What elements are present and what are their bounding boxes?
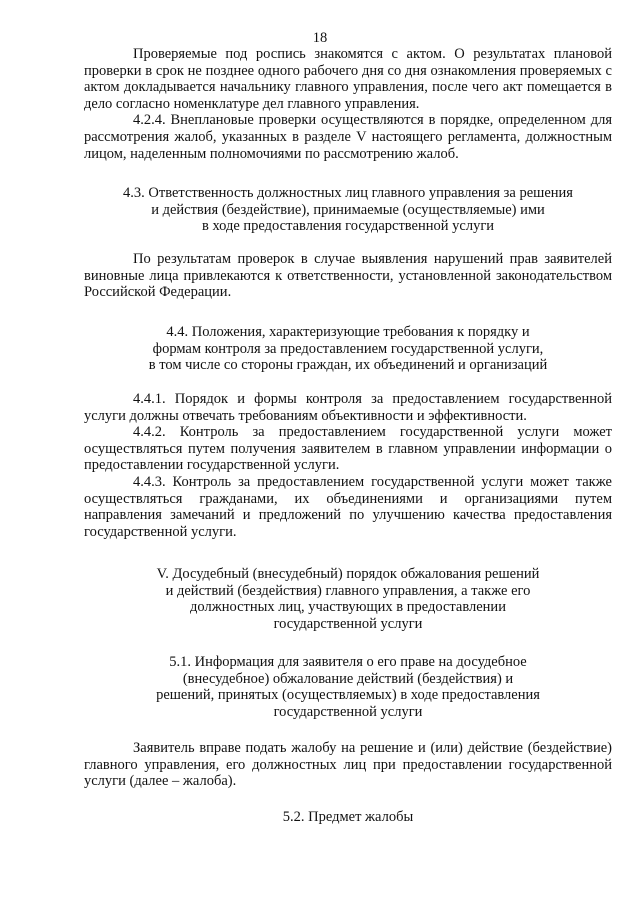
paragraph-4-4-3: 4.4.3. Контроль за предоставлением государственной услуги может также осуществляться гражданами, их объединениями и организациями путем направления замечаний и предложений по улучшению качества предоставления государственной услуги. bbox=[84, 473, 612, 540]
heading-line: и действий (бездействия) главного управления, а также его bbox=[165, 582, 531, 599]
heading-line: V. Досудебный (внесудебный) порядок обжалования решений bbox=[156, 566, 540, 582]
heading-line: в том числе со стороны граждан, их объединений и организаций bbox=[148, 357, 548, 374]
text-block-4-3 bbox=[84, 251, 612, 301]
text-block-4-4 bbox=[84, 391, 612, 540]
heading-line: государственной услуги bbox=[273, 615, 423, 632]
heading-line: 4.3. Ответственность должностных лиц главного управления за решения bbox=[123, 185, 573, 201]
paragraph-4-2-4: 4.2.4. Внеплановые проверки осуществляются в порядке, определенном для рассмотрения жалоб, указанных в разделе V настоящего регламента, должностным лицом, наделенным полномочиями по рассмотрению жалоб. bbox=[84, 112, 612, 162]
paragraph-act-acquaintance: Проверяемые под роспись знакомятся с актом. О результатах плановой проверки в срок не позднее одного рабочего дня со дня ознакомления проверяемых с актом докладывается начальнику главного управления, после чего акт помещается в дело согласно номенклатуре дел главного управления. bbox=[84, 46, 612, 112]
heading-4-3 bbox=[84, 185, 612, 235]
heading-line: в ходе предоставления государственной услуги bbox=[201, 218, 495, 235]
heading-line: и действия (бездействие), принимаемые (осуществляемые) ими bbox=[151, 201, 545, 218]
heading-line: 5.1. Информация для заявителя о его праве на досудебное bbox=[169, 654, 527, 670]
heading-line: (внесудебное) обжалование действий (бездействия) и bbox=[182, 670, 514, 687]
text-block-4-2 bbox=[84, 46, 612, 162]
heading-section-v bbox=[84, 566, 612, 632]
heading-line: должностных лиц, участвующих в предоставлении bbox=[190, 599, 506, 616]
heading-5-2: 5.2. Предмет жалобы bbox=[282, 809, 414, 825]
page-number: 18 bbox=[312, 30, 328, 46]
heading-line: решений, принятых (осуществляемых) в ходе предоставления bbox=[156, 687, 540, 704]
text-block-5-1 bbox=[84, 740, 612, 790]
heading-4-4 bbox=[84, 324, 612, 374]
heading-line: формам контроля за предоставлением государственной услуги, bbox=[152, 340, 544, 357]
paragraph-responsibility: По результатам проверок в случае выявления нарушений прав заявителей виновные лица привлекаются к ответственности, установленной законодательством Российской Федерации. bbox=[84, 251, 612, 301]
heading-5-1 bbox=[84, 654, 612, 720]
heading-line: государственной услуги bbox=[273, 703, 423, 720]
paragraph-complaint-right: Заявитель вправе подать жалобу на решение и (или) действие (бездействие) главного управления, его должностных лиц при предоставлении государственной услуги (далее – жалоба). bbox=[84, 740, 612, 790]
paragraph-4-4-1: 4.4.1. Порядок и формы контроля за предоставлением государственной услуги должны отвечать требованиям объективности и эффективности. bbox=[84, 391, 612, 424]
heading-line: 4.4. Положения, характеризующие требования к порядку и bbox=[166, 324, 530, 340]
paragraph-4-4-2: 4.4.2. Контроль за предоставлением государственной услуги может осуществляться путем получения заявителем в главном управлении информации о предоставлении государственной услуги. bbox=[84, 424, 612, 474]
